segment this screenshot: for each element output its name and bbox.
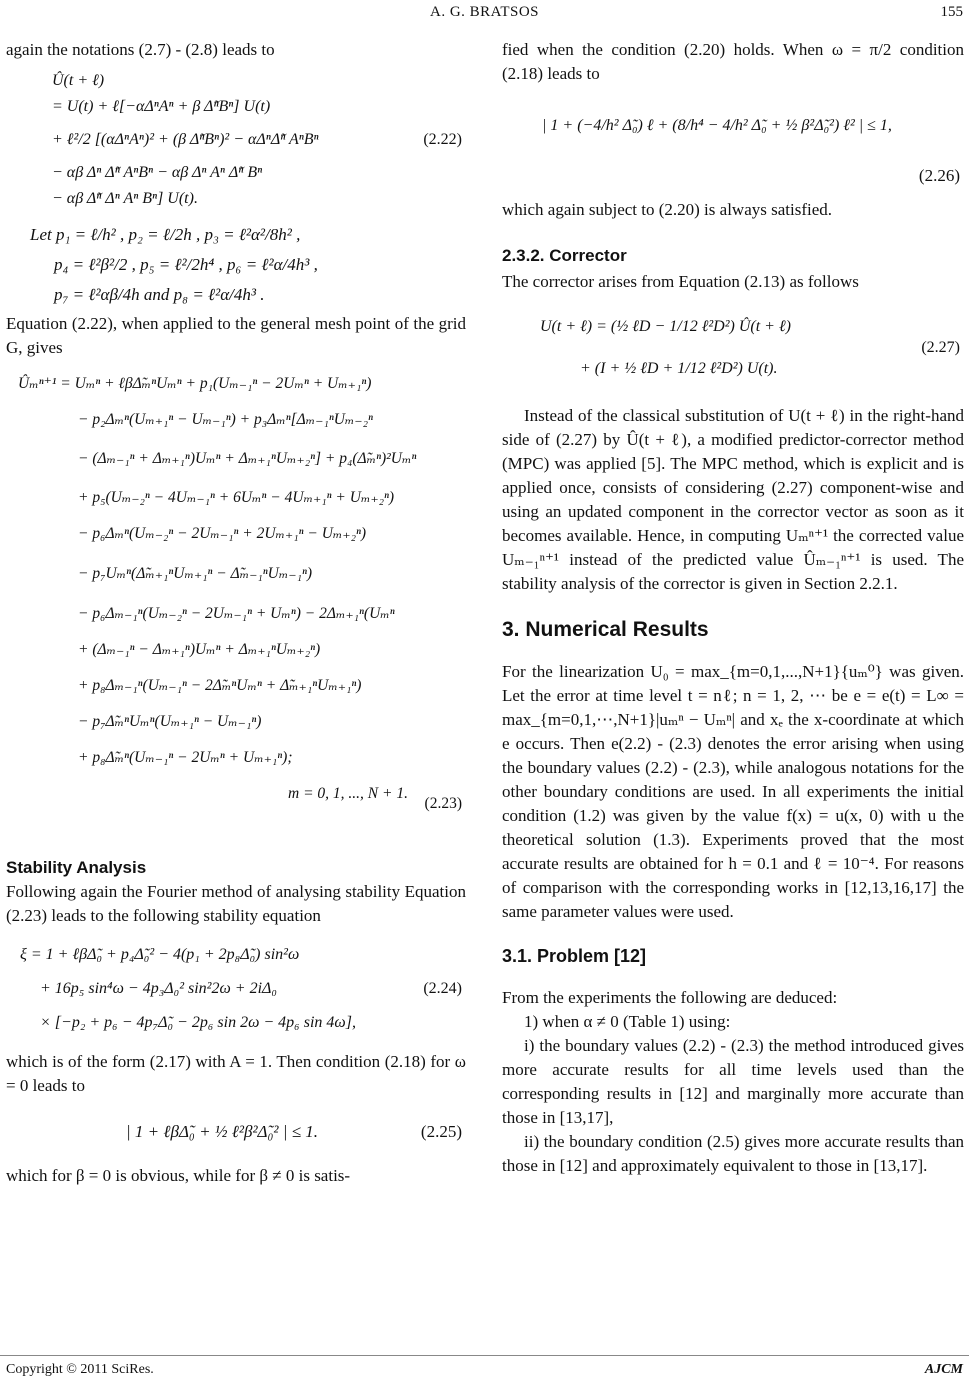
mpc-paragraph: Instead of the classical substitution of U(t + ℓ) in the right-hand side of (2.27) by Û(t + ℓ), a modified predictor-corrector method (MPC) was applied [5]. The MPC method, which is explicit and is applied once, consists of considering (2.27) component-wise and using an updated component in the corrector vector as soon as it becomes available. Hence, in computing Uₘⁿ⁺¹ the corrected value Uₘ₋₁ⁿ⁺¹ instead of the predicted value Ûₘ₋₁ⁿ⁺¹ is used. The stability analysis of the corrector is given in Section 2.2.1. xyxy=(502,406,964,593)
eq-line: − p₆Δₘⁿ(Uₘ₋₂ⁿ − 2Uₘ₋₁ⁿ + 2Uₘ₊₁ⁿ − Uₘ₊₂ⁿ) xyxy=(78,525,367,542)
stability-paragraph: Following again the Fourier method of analysing stability Equation (2.23) leads to the following stability equation xyxy=(6,882,466,925)
right-column xyxy=(502,38,964,1178)
eq-line: × [−p₂ + p₆ − 4p₇Δ̃₀ − 2p₆ sin 2ω − 4p₆ sin 4ω], xyxy=(40,1014,356,1031)
section-3-heading: 3. Numerical Results xyxy=(502,618,709,641)
eq-line: Ûₘⁿ⁺¹ = Uₘⁿ + ℓβΔ̃ₘⁿUₘⁿ + p₁(Uₘ₋₁ⁿ − 2Uₘⁿ + Uₘ₊₁ⁿ) xyxy=(18,375,372,392)
corrector-paragraph: The corrector arises from Equation (2.13) as follows xyxy=(502,272,859,291)
footer-divider xyxy=(0,1355,969,1356)
eq-line: − p₇Uₘⁿ(Δ̃ₘ₊₁ⁿUₘ₊₁ⁿ − Δ̃ₘ₋₁ⁿUₘ₋₁ⁿ) xyxy=(78,565,312,582)
eq-line: | 1 + (−4/h² Δ̃₀) ℓ + (8/h⁴ − 4/h² Δ̃₀ + ½ β²Δ̃₀²) ℓ² | ≤ 1, xyxy=(542,117,892,134)
eq-line: + 16p₅ sin⁴ω − 4p₃Δ₀² sin²2ω + 2iΔ₀ xyxy=(40,980,277,997)
equation-number: (2.23) xyxy=(424,795,462,812)
list-item: 1) when α ≠ 0 (Table 1) using: xyxy=(524,1012,731,1031)
parameter-line: Let p₁ = ℓ/h² , p₂ = ℓ/2h , p₃ = ℓ²α²/8h² , xyxy=(30,225,301,244)
equation-2-25 xyxy=(6,1108,466,1156)
copyright-notice: Copyright © 2011 SciRes. xyxy=(6,1362,154,1377)
eq-line: + p₈Δₘ₋₁ⁿ(Uₘ₋₁ⁿ − 2Δ̃ₘⁿUₘⁿ + Δ̃ₘ₊₁ⁿUₘ₊₁ⁿ) xyxy=(78,677,362,694)
running-header-title: A. G. BRATSOS xyxy=(429,4,540,20)
parameter-definitions xyxy=(6,220,466,310)
equation-2-22 xyxy=(6,68,466,212)
eq-line: + (Δₘ₋₁ⁿ − Δₘ₊₁ⁿ)Uₘⁿ + Δₘ₊₁ⁿUₘ₊₂ⁿ) xyxy=(78,641,321,658)
eq-line: − αβ Δ̃ⁿ Δⁿ Aⁿ Bⁿ] U(t). xyxy=(52,190,198,207)
equation-number: (2.25) xyxy=(420,1122,462,1141)
intro-paragraph: again the notations (2.7) - (2.8) leads to xyxy=(6,40,275,59)
page-number: 155 xyxy=(940,4,963,20)
equation-2-23 xyxy=(6,366,466,812)
eq-line: U(t + ℓ) = (½ ℓD − 1/12 ℓ²D²) Û(t + ℓ) xyxy=(540,318,791,335)
eq-line: ξ = 1 + ℓβΔ̃₀ + p₄Δ̃₀² − 4(p₁ + 2p₈Δ̃₀) sin²ω xyxy=(20,946,300,963)
equation-number: (2.22) xyxy=(423,131,462,148)
eq-line: − p₂Δₘⁿ(Uₘ₊₁ⁿ − Uₘ₋₁ⁿ) + p₃Δₘⁿ[Δₘ₋₁ⁿUₘ₋₂ⁿ xyxy=(78,411,373,428)
list-item: ii) the boundary condition (2.5) gives more accurate results than those in [12] and approximately equivalent to those in [13,17]. xyxy=(502,1132,964,1175)
equation-number: (2.26) xyxy=(918,166,960,185)
after-224-paragraph: which is of the form (2.17) with A = 1. Then condition (2.18) for ω = 0 leads to xyxy=(6,1052,466,1095)
eq-line: m = 0, 1, ..., N + 1. xyxy=(288,785,408,802)
eq-line: − p₆Δₘ₋₁ⁿ(Uₘ₋₂ⁿ − 2Uₘ₋₁ⁿ + Uₘⁿ) − 2Δₘ₊₁ⁿ(Uₘⁿ xyxy=(78,605,395,622)
eq-line: + p₈Δ̃ₘⁿ(Uₘ₋₁ⁿ − 2Uₘⁿ + Uₘ₊₁ⁿ); xyxy=(78,749,293,766)
parameter-line: p₄ = ℓ²β²/2 , p₅ = ℓ²/2h⁴ , p₆ = ℓ²α/4h³ , xyxy=(54,255,318,274)
journal-abbreviation: AJCM xyxy=(924,1362,963,1377)
equation-number: (2.24) xyxy=(423,980,462,997)
equation-2-26 xyxy=(502,96,964,156)
stability-heading: Stability Analysis xyxy=(6,858,147,877)
eq-line: | 1 + ℓβΔ̃₀ + ½ ℓ²β²Δ̃₀² | ≤ 1. xyxy=(126,1122,319,1141)
results-paragraph: For the linearization U₀ = max_{m=0,1,...,N+1}{uₘ⁰} was given. Let the error at time level t = nℓ; n = 1, 2, ⋯ be e = e(t) = L∞ = max_{m=0,1,⋯,N+1}|uₘⁿ − Uₘⁿ| and xₑ the x-coordinate at which e occurs. Then e(2.2) - (2.3) denotes the error arising when using the boundary values (2.2) - (2.3), while analogous notations for the other boundary conditions are used. In all experiments the initial condition (1.2) was given by the value f(x) = u(x, 0) with u the theoretical solution (1.3). Experiments proved that the most accurate results are obtained for h = 0.1 and ℓ = 10⁻⁴. For reasons of comparison with the corresponding works in [12,13,16,17] the same parameter values were used. xyxy=(502,662,964,921)
eq223-intro: Equation (2.22), when applied to the general mesh point of the grid G, gives xyxy=(6,314,466,357)
equation-number: (2.27) xyxy=(921,339,960,356)
after-226-paragraph: which again subject to (2.20) is always satisfied. xyxy=(502,200,833,219)
left-column xyxy=(6,38,466,1188)
eq-line: + ℓ²/2 [(αΔⁿAⁿ)² + (β Δ̃ⁿBⁿ)² − αΔⁿΔ̃ⁿ AⁿBⁿ xyxy=(52,131,319,148)
eq-line: Û(t + ℓ) xyxy=(52,72,105,89)
eq-line: = U(t) + ℓ[−αΔⁿAⁿ + β Δ̃ⁿBⁿ] U(t) xyxy=(52,98,271,115)
eq-line: + p₅(Uₘ₋₂ⁿ − 4Uₘ₋₁ⁿ + 6Uₘⁿ − 4Uₘ₊₁ⁿ + Uₘ₊₂ⁿ) xyxy=(78,489,395,506)
section-3-1-heading: 3.1. Problem [12] xyxy=(502,946,647,966)
eq-line: − αβ Δⁿ Δ̃ⁿ AⁿBⁿ − αβ Δⁿ Aⁿ Δ̃ⁿ Bⁿ xyxy=(52,164,263,181)
after-225-paragraph: which for β = 0 is obvious, while for β ≠ 0 is satis- xyxy=(6,1166,351,1185)
eq-line: − p₇Δ̃ₘⁿUₘⁿ(Uₘ₊₁ⁿ − Uₘ₋₁ⁿ) xyxy=(78,713,262,730)
continuation-paragraph: fied when the condition (2.20) holds. When ω = π/2 condition (2.18) leads to xyxy=(502,40,964,83)
list-item: i) the boundary values (2.2) - (2.3) the method introduced gives more accurate results for all time levels used than the corresponding results in [12] and marginally more accurate than those in [13,17], xyxy=(502,1036,964,1127)
eq-line: + (I + ½ ℓD + 1/12 ℓ²D²) U(t). xyxy=(580,360,778,377)
eq-line: − (Δₘ₋₁ⁿ + Δₘ₊₁ⁿ)Uₘⁿ + Δₘ₊₁ⁿUₘ₊₂ⁿ] + p₄(Δ̃ₘⁿ)²Uₘⁿ xyxy=(78,450,417,467)
equation-2-27 xyxy=(502,306,964,390)
equation-2-24 xyxy=(6,938,466,1040)
corrector-heading: 2.3.2. Corrector xyxy=(502,246,627,265)
parameter-line: p₇ = ℓ²αβ/4h and p₈ = ℓ²α/4h³ . xyxy=(54,285,265,304)
deduced-paragraph: From the experiments the following are deduced: xyxy=(502,988,838,1007)
